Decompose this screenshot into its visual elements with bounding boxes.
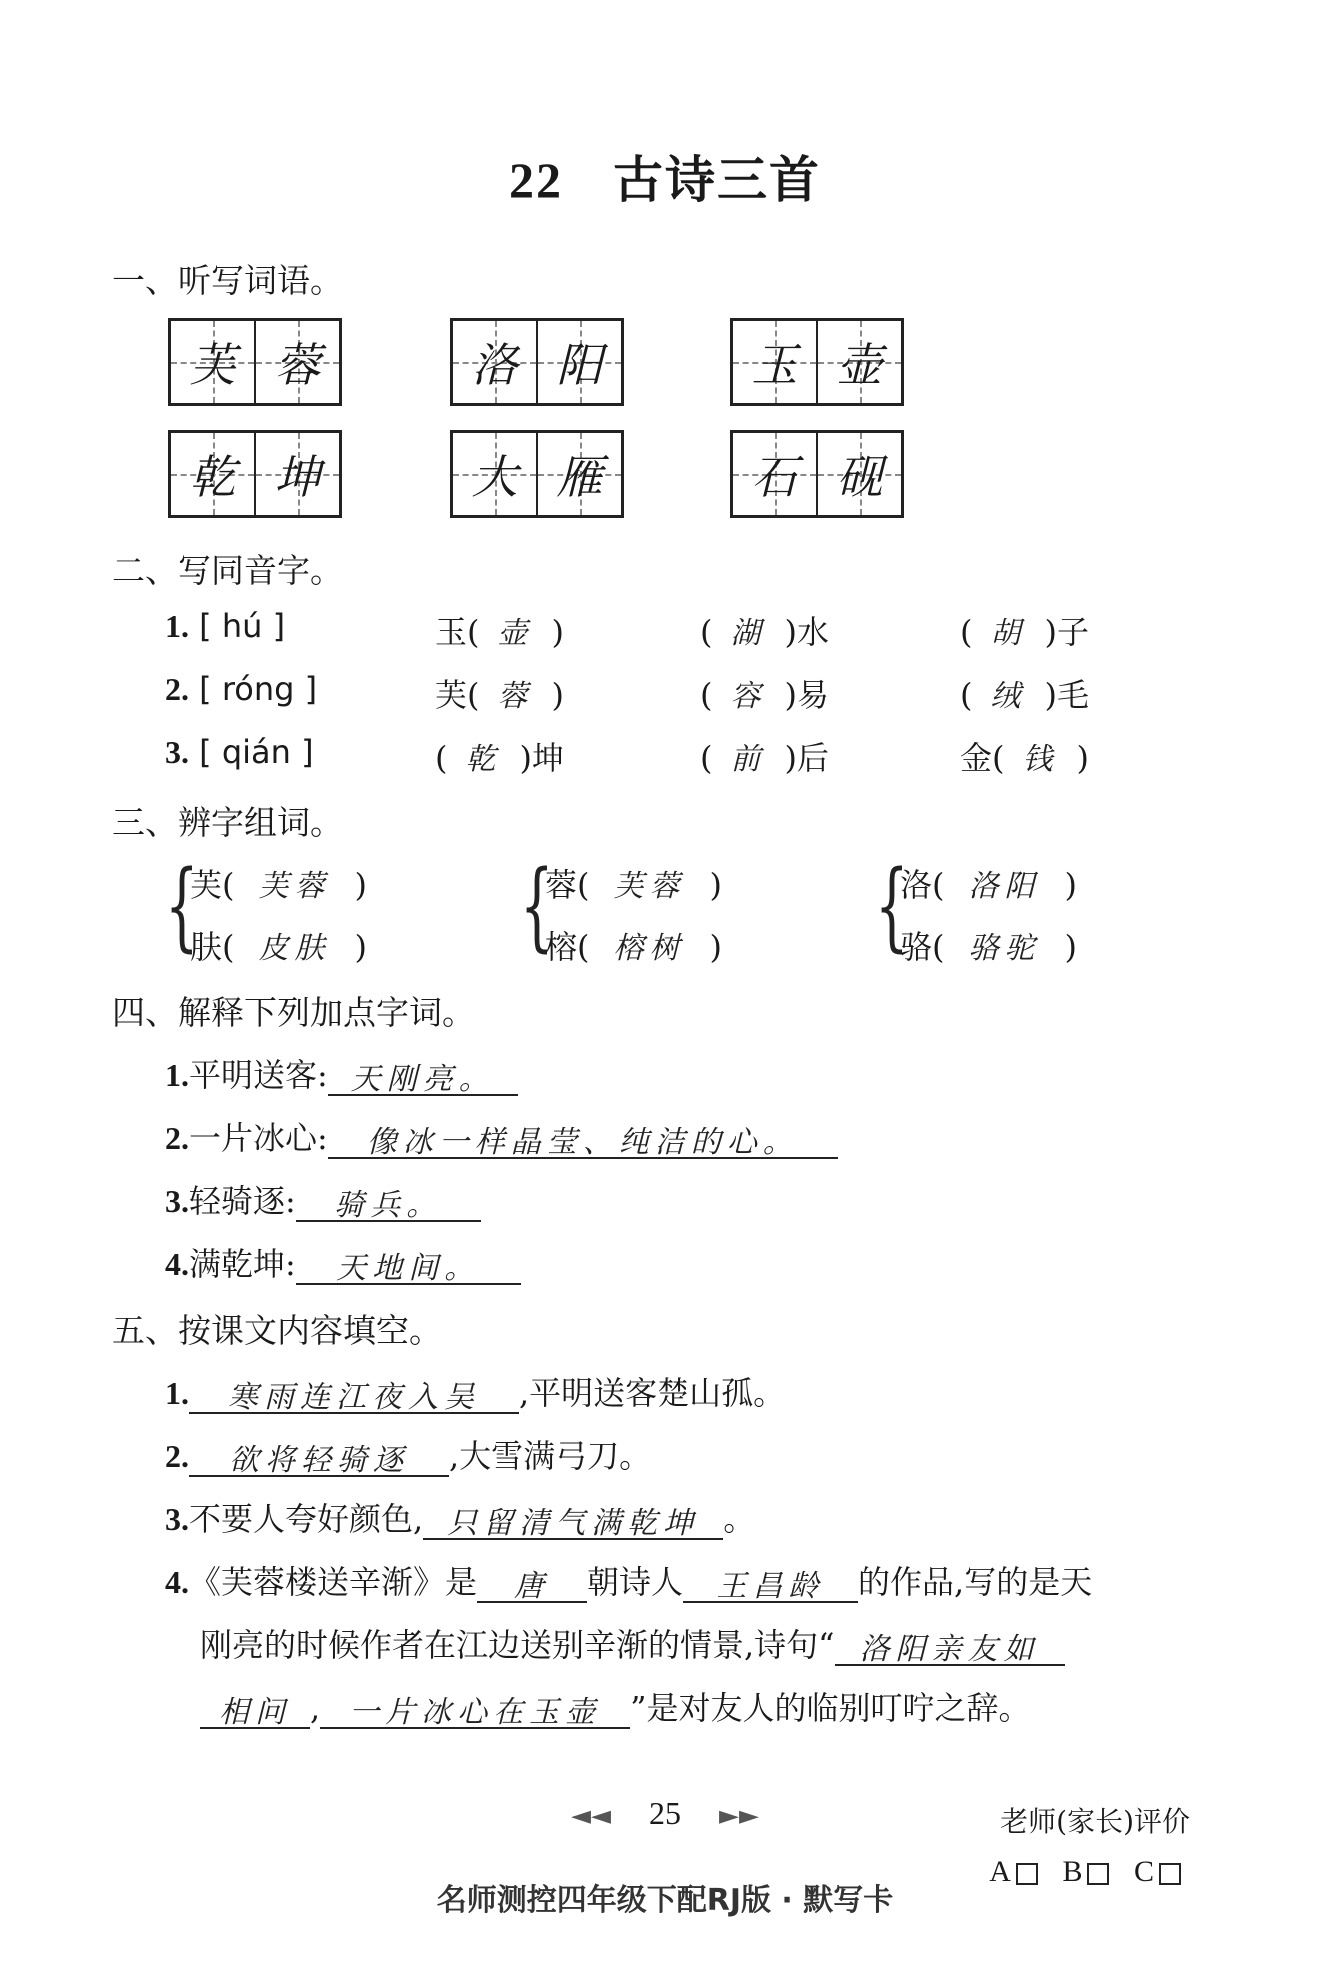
answer: 钱 — [1022, 742, 1059, 777]
brace-icon: { — [520, 850, 554, 962]
brace-icon: { — [165, 850, 199, 962]
answer: 榕树 — [613, 931, 686, 966]
tianzige-box-6 — [730, 430, 904, 518]
answer-line: 只留清气满乾坤 — [423, 1498, 723, 1540]
page-title — [0, 140, 1330, 212]
next-arrows-icon: ►► — [719, 1801, 759, 1831]
text: 肤( — [190, 928, 235, 966]
answer: 胡 — [990, 616, 1027, 651]
lesson-number: 22 — [509, 152, 563, 208]
text: ) — [1064, 866, 1077, 904]
text: 洛( — [900, 866, 945, 904]
checkbox-c[interactable] — [1159, 1863, 1181, 1885]
text: 。 — [723, 1500, 756, 1538]
answer: 绒 — [990, 679, 1027, 714]
text: 刚亮的时候作者在江边送别辛渐的情景,诗句“ — [200, 1626, 835, 1664]
term: 一片冰心 — [189, 1119, 318, 1157]
explain-row-1 — [165, 1050, 518, 1096]
evaluation-options — [989, 1855, 1195, 1889]
section-4-heading: 四、解释下列加点字词。 — [112, 993, 475, 1032]
tianzige-box-5 — [450, 430, 624, 518]
tianzige-box-1 — [168, 318, 342, 406]
text: ) — [551, 676, 564, 714]
distinguish-2-top — [545, 860, 722, 906]
text: 玉( — [435, 613, 480, 651]
text: 《芙蓉楼送辛渐》是 — [189, 1563, 478, 1601]
text: )子 — [1044, 613, 1089, 651]
text: ( — [700, 739, 713, 777]
tianzige-box-2 — [450, 318, 624, 406]
term: 平明送客 — [189, 1056, 318, 1094]
book-title: 名师测控四年级下配RJ版 · 默写卡 — [436, 1883, 894, 1918]
homophone-2a — [435, 670, 564, 716]
homophone-3c — [960, 733, 1089, 779]
text: 骆( — [900, 928, 945, 966]
answer-line: 王昌龄 — [683, 1561, 858, 1603]
text: ( — [700, 613, 713, 651]
answer-line: 天刚亮。 — [328, 1054, 518, 1096]
homophone-3b — [700, 733, 829, 779]
text: )易 — [784, 676, 829, 714]
page-number: 25 — [649, 1795, 681, 1831]
char-cell: 蓉 — [274, 338, 321, 392]
text: : — [285, 1245, 296, 1283]
section-3-heading: 三、辨字组词。 — [112, 803, 343, 842]
answer: 芙蓉 — [613, 869, 686, 904]
text: : — [317, 1119, 328, 1157]
answer: 蓉 — [497, 679, 534, 714]
text: : — [285, 1182, 296, 1220]
fill-row-4c — [200, 1683, 1031, 1729]
homophone-1a — [435, 607, 564, 653]
text: 蓉( — [545, 866, 590, 904]
char-cell: 砚 — [836, 450, 883, 504]
homophone-row-3 — [165, 733, 314, 771]
pinyin: [ qián ] — [199, 733, 314, 771]
answer: 皮肤 — [258, 931, 331, 966]
answer-line: 天地间。 — [296, 1243, 521, 1285]
term: 轻骑逐 — [189, 1182, 286, 1220]
q-number: 2. — [165, 1438, 189, 1474]
text: ”是对友人的临别叮咛之辞。 — [630, 1689, 1031, 1727]
answer: 前 — [730, 742, 767, 777]
text: ,平明送客楚山孤。 — [519, 1374, 786, 1412]
q-number: 3. — [165, 1183, 189, 1219]
char-cell: 石 — [751, 450, 798, 504]
homophone-row-2 — [165, 670, 317, 708]
lesson-title: 古诗三首 — [613, 150, 821, 209]
char-cell: 洛 — [471, 338, 518, 392]
answer-line: 唐 — [477, 1561, 587, 1603]
text: )坤 — [519, 739, 564, 777]
brace-icon: { — [875, 850, 909, 962]
answer-line: 相问 — [200, 1687, 310, 1729]
section-1-heading: 一、听写词语。 — [112, 261, 343, 300]
answer: 骆驼 — [968, 931, 1041, 966]
q-number: 1. — [165, 1375, 189, 1411]
text: ) — [709, 866, 722, 904]
text: , — [310, 1689, 321, 1727]
text: ( — [960, 676, 973, 714]
fill-row-4a — [165, 1557, 1092, 1603]
text: ) — [709, 928, 722, 966]
text: ) — [1076, 739, 1089, 777]
char-cell: 乾 — [189, 450, 236, 504]
answer-line: 欲将轻骑逐 — [189, 1435, 449, 1477]
explain-row-2 — [165, 1113, 838, 1159]
answer-line: 像冰一样晶莹、纯洁的心。 — [328, 1117, 838, 1159]
text: ) — [551, 613, 564, 651]
text: ) — [354, 928, 367, 966]
text: 朝诗人 — [587, 1563, 684, 1601]
text: : — [317, 1056, 328, 1094]
prev-arrows-icon: ◄◄ — [571, 1801, 611, 1831]
char-cell: 大 — [471, 450, 518, 504]
text: ( — [700, 676, 713, 714]
answer: 洛阳 — [968, 869, 1041, 904]
homophone-1b — [700, 607, 829, 653]
option-b-label: B — [1062, 1855, 1086, 1888]
q-number: 2. — [165, 671, 189, 707]
answer-line: 寒雨连江夜入吴 — [189, 1372, 519, 1414]
homophone-2c — [960, 670, 1089, 716]
answer: 壶 — [497, 616, 534, 651]
q-number: 1. — [165, 608, 189, 644]
distinguish-3-bottom — [900, 922, 1077, 968]
text: 芙( — [435, 676, 480, 714]
answer: 芙蓉 — [258, 869, 331, 904]
char-cell: 玉 — [751, 338, 798, 392]
homophone-row-1 — [165, 607, 285, 645]
char-cell: 阳 — [556, 338, 603, 392]
explain-row-3 — [165, 1176, 481, 1222]
term: 满乾坤 — [189, 1245, 286, 1283]
pinyin: [ róng ] — [199, 670, 318, 708]
fill-row-1 — [165, 1368, 785, 1414]
text: 榕( — [545, 928, 590, 966]
text: 芙( — [190, 866, 235, 904]
homophone-3a — [435, 733, 564, 779]
char-cell: 坤 — [274, 450, 321, 504]
text: 金( — [960, 739, 1005, 777]
q-number: 2. — [165, 1120, 189, 1156]
text: ( — [435, 739, 448, 777]
text: 不要人夸好颜色, — [189, 1500, 424, 1538]
distinguish-1-bottom — [190, 922, 367, 968]
option-a-label: A — [989, 1855, 1014, 1888]
tianzige-box-3 — [730, 318, 904, 406]
homophone-2b — [700, 670, 829, 716]
distinguish-1-top — [190, 860, 367, 906]
text: ( — [960, 613, 973, 651]
checkbox-b[interactable] — [1087, 1863, 1109, 1885]
explain-row-4 — [165, 1239, 521, 1285]
text: ) — [354, 866, 367, 904]
answer: 容 — [730, 679, 767, 714]
text: ) — [1064, 928, 1077, 966]
text: )后 — [784, 739, 829, 777]
pinyin: [ hú ] — [199, 607, 286, 645]
fill-row-4b — [200, 1620, 1065, 1666]
text: )水 — [784, 613, 829, 651]
distinguish-2-bottom — [545, 922, 722, 968]
q-number: 1. — [165, 1057, 189, 1093]
answer-line: 洛阳亲友如 — [835, 1624, 1065, 1666]
text: 的作品,写的是天 — [858, 1563, 1093, 1601]
section-5-heading: 五、按课文内容填空。 — [112, 1311, 442, 1350]
option-c-label: C — [1133, 1855, 1157, 1888]
answer-line: 一片冰心在玉壶 — [320, 1687, 630, 1729]
char-cell: 芙 — [189, 338, 236, 392]
q-number: 3. — [165, 734, 189, 770]
text: ,大雪满弓刀。 — [449, 1437, 652, 1475]
answer-line: 骑兵。 — [296, 1180, 481, 1222]
answer: 湖 — [730, 616, 767, 651]
q-number: 4. — [165, 1564, 189, 1600]
fill-row-3 — [165, 1494, 755, 1540]
evaluation-label: 老师(家长)评价 — [1000, 1805, 1190, 1838]
answer: 乾 — [465, 742, 502, 777]
checkbox-a[interactable] — [1016, 1863, 1038, 1885]
q-number: 3. — [165, 1501, 189, 1537]
char-cell: 壶 — [836, 338, 883, 392]
tianzige-box-4 — [168, 430, 342, 518]
q-number: 4. — [165, 1246, 189, 1282]
char-cell: 雁 — [556, 450, 603, 504]
text: )毛 — [1044, 676, 1089, 714]
fill-row-2 — [165, 1431, 651, 1477]
homophone-1c — [960, 607, 1089, 653]
section-2-heading: 二、写同音字。 — [112, 551, 343, 590]
distinguish-3-top — [900, 860, 1077, 906]
